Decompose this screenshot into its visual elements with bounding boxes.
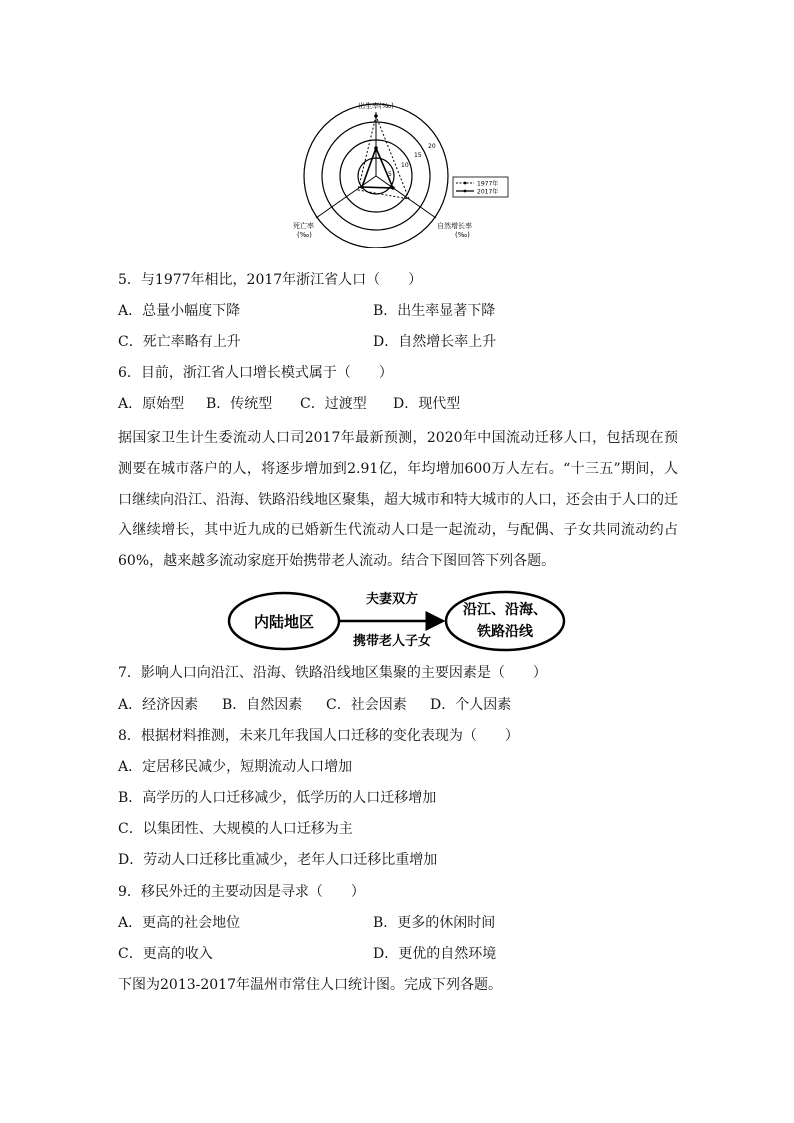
q6-stem: 6．目前，浙江省人口增长模式属于（ ） bbox=[118, 365, 393, 381]
axis-label-growth-unit: (‰) bbox=[455, 231, 470, 239]
axis-label-death-unit: (‰) bbox=[297, 231, 312, 239]
ring-label-15: 15 bbox=[414, 152, 422, 159]
flow-destination-line2: 铁路沿线 bbox=[477, 624, 533, 640]
q5-option-d[interactable]: D．自然增长率上升 bbox=[373, 334, 497, 350]
q5-stem: 5．与1977年相比，2017年浙江省人口（ ） bbox=[118, 272, 423, 288]
q8-option-c[interactable]: C．以集团性、大规模的人口迁移为主 bbox=[118, 821, 353, 837]
q7-option-c[interactable]: C．社会因素 bbox=[326, 697, 407, 713]
q9-option-d[interactable]: D．更优的自然环境 bbox=[373, 946, 497, 962]
migration-flow-diagram bbox=[225, 585, 570, 657]
material-paragraph: 据国家卫生计生委流动人口司2017年最新预测，2020年中国流动迁移人口，包括现在预测要在城市落户的人，将逐步增加到2.91亿，年均增加600万人左右。“十三五”期间，人口继续向沿江、沿海、铁路沿线地区聚集，超大城市和特大城市的人口，还会由于人口的迁入继续增长，其中近九成的已婚新生代流动人口是一起流动，与配偶、子女共同流动约占60%，越来越多流动家庭开始携带老人流动。结合下图回答下列各题。 bbox=[118, 430, 678, 570]
q5-option-b[interactable]: B．出生率显著下降 bbox=[373, 303, 496, 319]
q9-option-b[interactable]: B．更多的休闲时间 bbox=[373, 915, 496, 931]
ring-label-5: 5 bbox=[388, 171, 392, 178]
flow-destination-line1: 沿江、沿海、 bbox=[463, 602, 547, 618]
q8-option-b[interactable]: B．高学历的人口迁移减少，低学历的人口迁移增加 bbox=[118, 790, 437, 806]
flow-top-label: 夫妻双方 bbox=[365, 592, 419, 607]
q6-option-c[interactable]: C．过渡型 bbox=[300, 396, 367, 412]
next-section-intro: 下图为2013-2017年温州市常住人口统计图。完成下列各题。 bbox=[118, 977, 502, 993]
flow-bottom-label: 携带老人子女 bbox=[352, 634, 432, 649]
q9-option-a[interactable]: A．更高的社会地位 bbox=[118, 915, 241, 931]
ring-label-20: 20 bbox=[428, 143, 436, 150]
axis-label-birth: 出生率(‰) bbox=[358, 102, 394, 110]
q8-option-a[interactable]: A．定居移民减少，短期流动人口增加 bbox=[118, 759, 353, 775]
q8-option-d[interactable]: D．劳动人口迁移比重减少，老年人口迁移比重增加 bbox=[118, 852, 438, 868]
q7-option-a[interactable]: A．经济因素 bbox=[118, 697, 199, 713]
q7-option-b[interactable]: B．自然因素 bbox=[222, 697, 303, 713]
axis-label-growth: 自然增长率 bbox=[437, 222, 472, 230]
q5-option-a[interactable]: A．总量小幅度下降 bbox=[118, 303, 241, 319]
q9-stem: 9．移民外迁的主要动因是寻求（ ） bbox=[118, 884, 365, 900]
q5-option-c[interactable]: C．死亡率略有上升 bbox=[118, 334, 241, 350]
ring-label-10: 10 bbox=[401, 162, 409, 169]
q6-option-b[interactable]: B．传统型 bbox=[206, 396, 273, 412]
q6-option-a[interactable]: A．原始型 bbox=[118, 396, 185, 412]
legend-1977: 1977年 bbox=[477, 180, 499, 188]
legend-2017: 2017年 bbox=[477, 188, 499, 196]
radar-chart bbox=[280, 98, 520, 248]
q8-stem: 8．根据材料推测，未来几年我国人口迁移的变化表现为（ ） bbox=[118, 728, 519, 744]
q7-stem: 7．影响人口向沿江、沿海、铁路沿线地区集聚的主要因素是（ ） bbox=[118, 665, 547, 681]
q6-option-d[interactable]: D．现代型 bbox=[393, 396, 461, 412]
q7-option-d[interactable]: D．个人因素 bbox=[430, 697, 512, 713]
legend bbox=[453, 177, 508, 197]
q9-option-c[interactable]: C．更高的收入 bbox=[118, 946, 213, 962]
flow-origin: 内陆地区 bbox=[253, 613, 315, 631]
axis-label-death: 死亡率 bbox=[293, 222, 314, 230]
